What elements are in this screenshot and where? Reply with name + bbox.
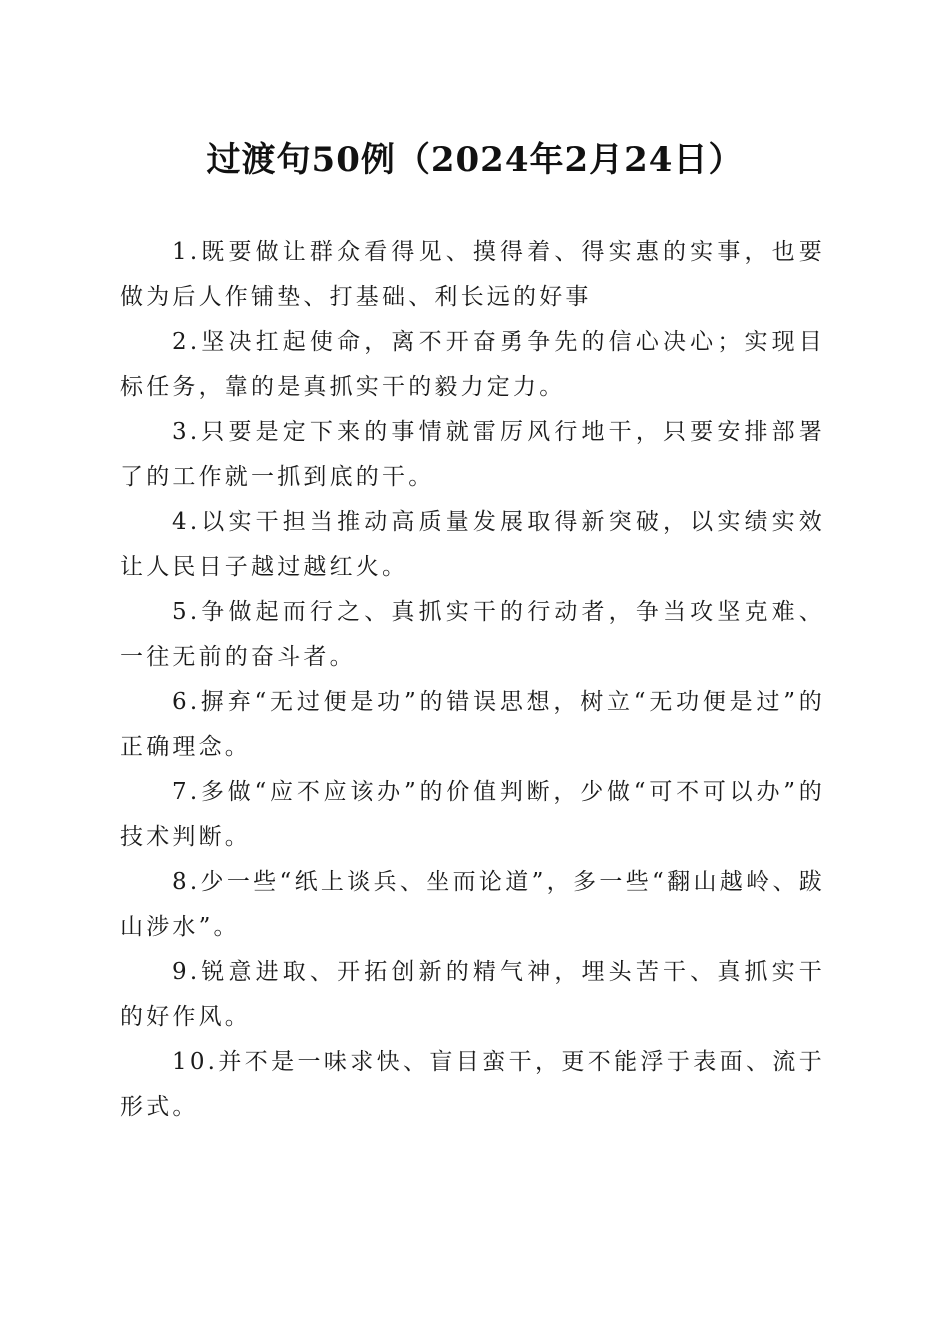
paragraph-1: 1.既要做让群众看得见、摸得着、得实惠的实事，也要做为后人作铺垫、打基础、利长远的好事: [120, 239, 825, 310]
paragraph-2: 2.坚决扛起使命，离不开奋勇争先的信心决心；实现目标任务，靠的是真抓实干的毅力定力。: [120, 329, 825, 400]
paragraph-9: 9.锐意进取、开拓创新的精气神，埋头苦干、真抓实干的好作风。: [120, 959, 825, 1030]
paragraph-5: 5.争做起而行之、真抓实干的行动者，争当攻坚克难、一往无前的奋斗者。: [120, 599, 825, 670]
paragraph-6: 6.摒弃“无过便是功”的错误思想，树立“无功便是过”的正确理念。: [120, 689, 825, 760]
paragraph-10: 10.并不是一味求快、盲目蛮干，更不能浮于表面、流于形式。: [120, 1049, 825, 1120]
paragraph-4: 4.以实干担当推动高质量发展取得新突破，以实绩实效让人民日子越过越红火。: [120, 509, 825, 580]
document-body: [120, 230, 825, 1130]
paragraph-8: 8.少一些“纸上谈兵、坐而论道”，多一些“翻山越岭、跋山涉水”。: [120, 869, 825, 940]
document-title: 过渡句50例（2024年2月24日）: [206, 140, 744, 180]
paragraph-3: 3.只要是定下来的事情就雷厉风行地干，只要安排部署了的工作就一抓到底的干。: [120, 419, 825, 490]
paragraph-7: 7.多做“应不应该办”的价值判断，少做“可不可以办”的技术判断。: [120, 779, 825, 850]
